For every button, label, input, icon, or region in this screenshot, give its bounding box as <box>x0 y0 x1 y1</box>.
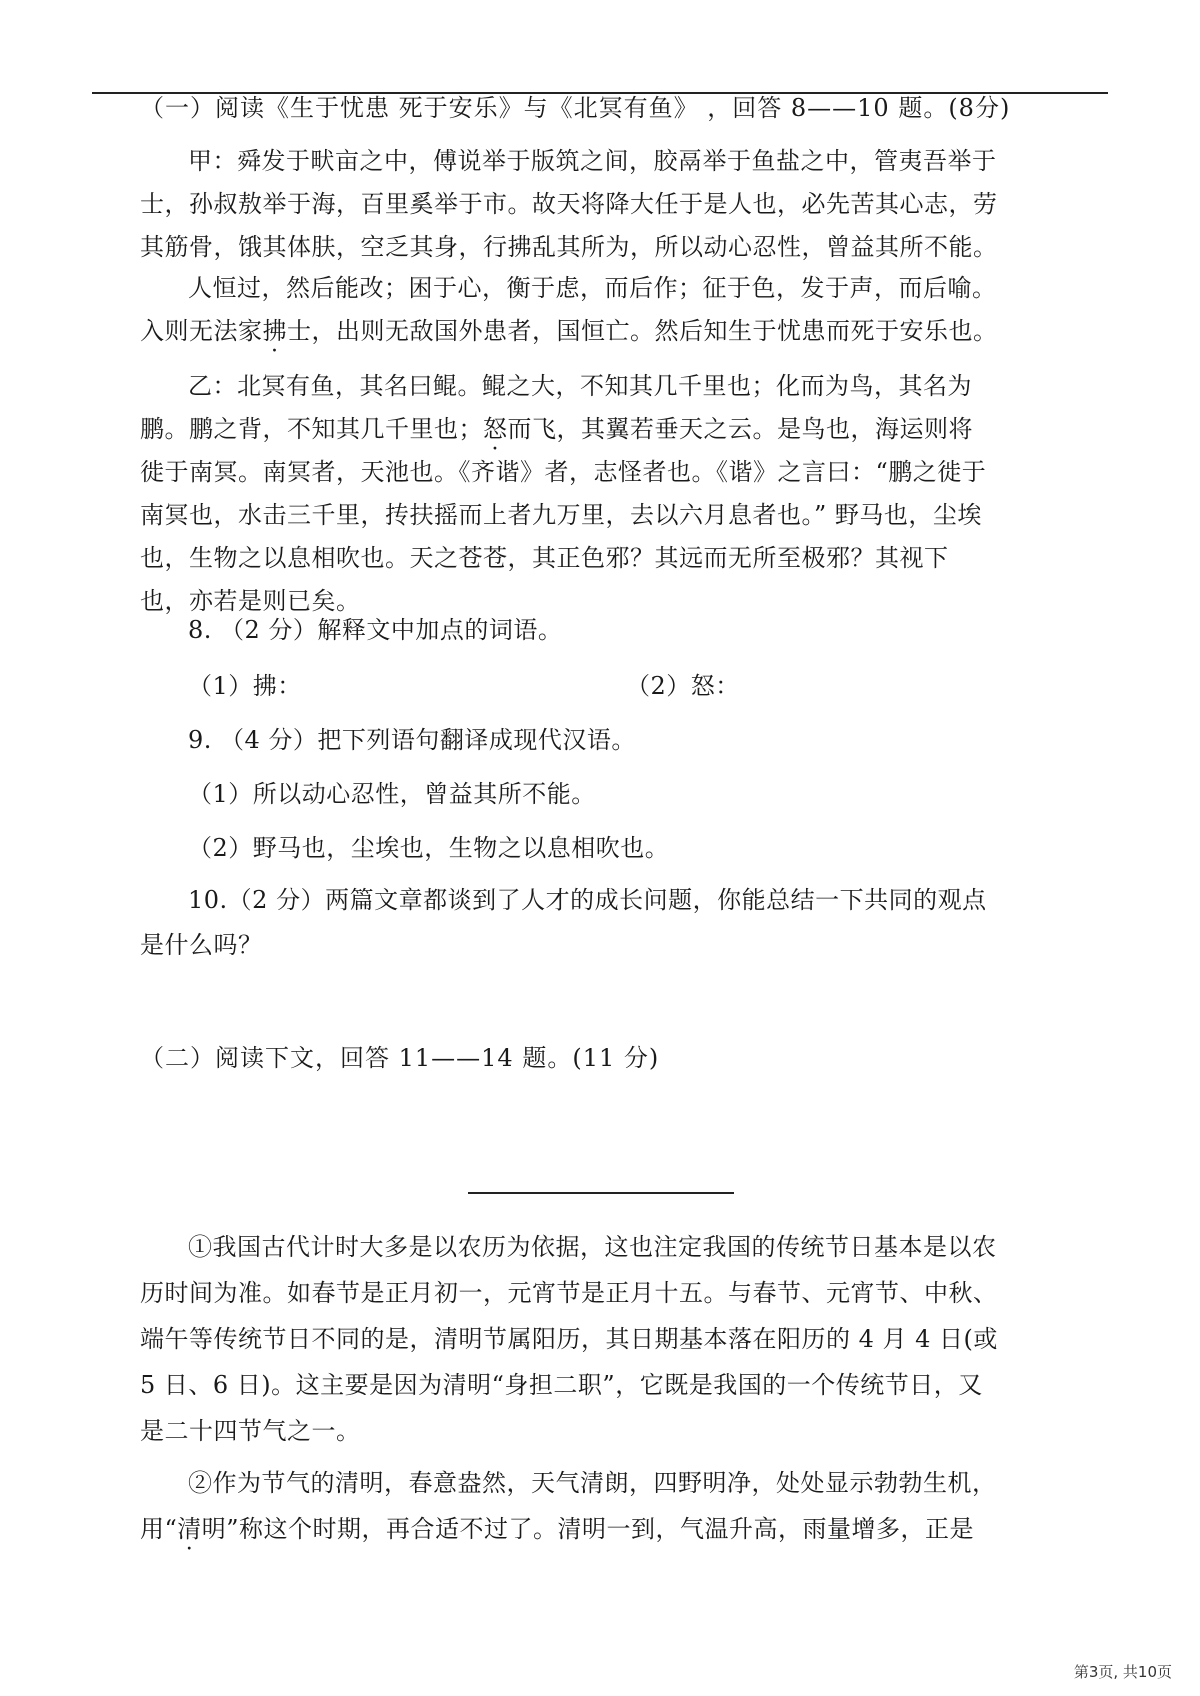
text-line: 其筋骨，饿其体肤，空乏其身，行拂乱其所为，所以动心忍性，曾益其所不能。 <box>140 233 998 261</box>
text-line: 是二十四节气之一。 <box>140 1417 361 1445</box>
section2-title: （二）阅读下文，回答 11——14 题。(11 分) <box>140 1044 660 1072</box>
text-line: 也，亦若是则已矣。 <box>140 587 361 615</box>
passage-2-p2 <box>140 1460 1060 1552</box>
text-line: 甲：舜发于畎亩之中，傅说举于版筑之间，胶鬲举于鱼盐之中，管夷吾举于 <box>188 147 997 175</box>
text-line: 南冥也，水击三千里，抟扶摇而上者九万里，去以六月息者也。” 野马也，尘埃 <box>140 501 982 529</box>
passage-yi <box>140 365 1060 623</box>
question-9-1: （1）所以动心忍性，曾益其所不能。 <box>188 780 596 808</box>
question-8-2: （2）怒： <box>626 672 740 700</box>
text-line: 10.（2 分）两篇文章都谈到了人才的成长问题，你能总结一下共同的观点 <box>188 886 987 914</box>
question-9: 9. （4 分）把下列语句翻译成现代汉语。 <box>188 726 636 754</box>
text-line: 是什么吗？ <box>140 931 263 959</box>
text-line: 人恒过，然后能改；困于心，衡于虑，而后作；征于色，发于声，而后喻。 <box>188 274 997 302</box>
text-line: 士，孙叔敖举于海，百里奚举于市。故天将降大任于是人也，必先苦其心志，劳 <box>140 190 998 218</box>
text-line: 历时间为准。如春节是正月初一，元宵节是正月十五。与春节、元宵节、中秋、 <box>140 1279 998 1307</box>
passage-2-p1 <box>140 1224 1060 1454</box>
question-9-2: （2）野马也，尘埃也，生物之以息相吹也。 <box>188 834 670 862</box>
text-line: ①我国古代计时大多是以农历为依据，这也注定我国的传统节日基本是以农 <box>188 1233 997 1261</box>
question-8-1: （1）拂： <box>188 672 302 700</box>
text-line: 入则无法家拂士，出则无敌国外患者，国恒亡。然后知生于忧患而死于安乐也。 <box>140 317 998 345</box>
page-number: 第3页, 共10页 <box>1073 1663 1172 1681</box>
passage-jia <box>140 140 1060 269</box>
text-line: 端午等传统节日不同的是，清明节属阳历，其日期基本落在阳历的 4 月 4 日(或 <box>140 1325 998 1353</box>
text-line: 鹏。鹏之背，不知其几千里也；怒而飞，其翼若垂天之云。是鸟也，海运则将 <box>140 415 973 443</box>
dotted-word-qing: 清 <box>177 1515 202 1543</box>
question-8: 8. （2 分）解释文中加点的词语。 <box>188 616 563 644</box>
text-line: ②作为节气的清明，春意盎然，天气清朗，四野明净，处处显示勃勃生机， <box>188 1469 997 1497</box>
dotted-word-fu: 拂 <box>262 317 287 345</box>
passage-jia-2 <box>140 267 1060 353</box>
dotted-word-nu: 怒 <box>483 415 508 443</box>
text-line: 也，生物之以息相吹也。天之苍苍，其正色邪？其远而无所至极邪？其视下 <box>140 544 949 572</box>
text-line: 5 日、6 日)。这主要是因为清明“身担二职”，它既是我国的一个传统节日，又 <box>140 1371 983 1399</box>
text-line: 乙：北冥有鱼，其名曰鲲。鲲之大，不知其几千里也；化而为鸟，其名为 <box>188 372 972 400</box>
question-10 <box>140 878 1060 968</box>
text-line: 用“清明”称这个时期，再合适不过了。清明一到，气温升高，雨量增多，正是 <box>140 1515 975 1543</box>
section1-title: （一）阅读《生于忧患 死于安乐》与《北冥有鱼》 ，回答 8——10 题。(8分) <box>140 94 1011 122</box>
text-line: 徙于南冥。南冥者，天池也。《齐谐》者，志怪者也。《谐》之言曰：“鹏之徙于 <box>140 458 987 486</box>
title-blank-line <box>468 1192 734 1194</box>
